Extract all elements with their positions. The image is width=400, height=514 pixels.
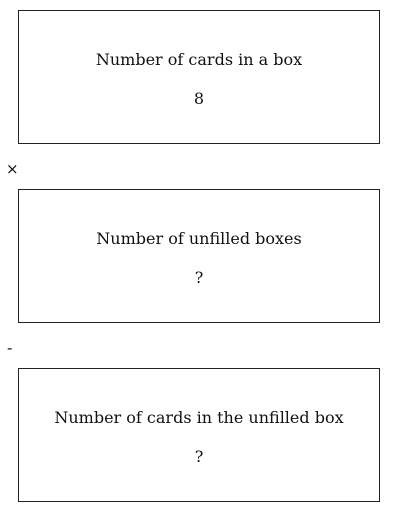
cards-in-unfilled-box-label: Number of cards in the unfilled box xyxy=(54,408,344,427)
cards-per-box xyxy=(18,10,380,144)
unfilled-boxes-value: ? xyxy=(194,268,204,287)
cards-in-unfilled-box xyxy=(18,368,380,502)
multiply-operator: × xyxy=(6,160,19,178)
unfilled-boxes xyxy=(18,189,380,323)
cards-per-box-value: 8 xyxy=(193,89,205,108)
cards-in-unfilled-box-value: ? xyxy=(194,447,204,466)
minus-operator: - xyxy=(7,339,13,357)
unfilled-boxes-label: Number of unfilled boxes xyxy=(96,229,302,248)
cards-per-box-label: Number of cards in a box xyxy=(95,50,303,69)
